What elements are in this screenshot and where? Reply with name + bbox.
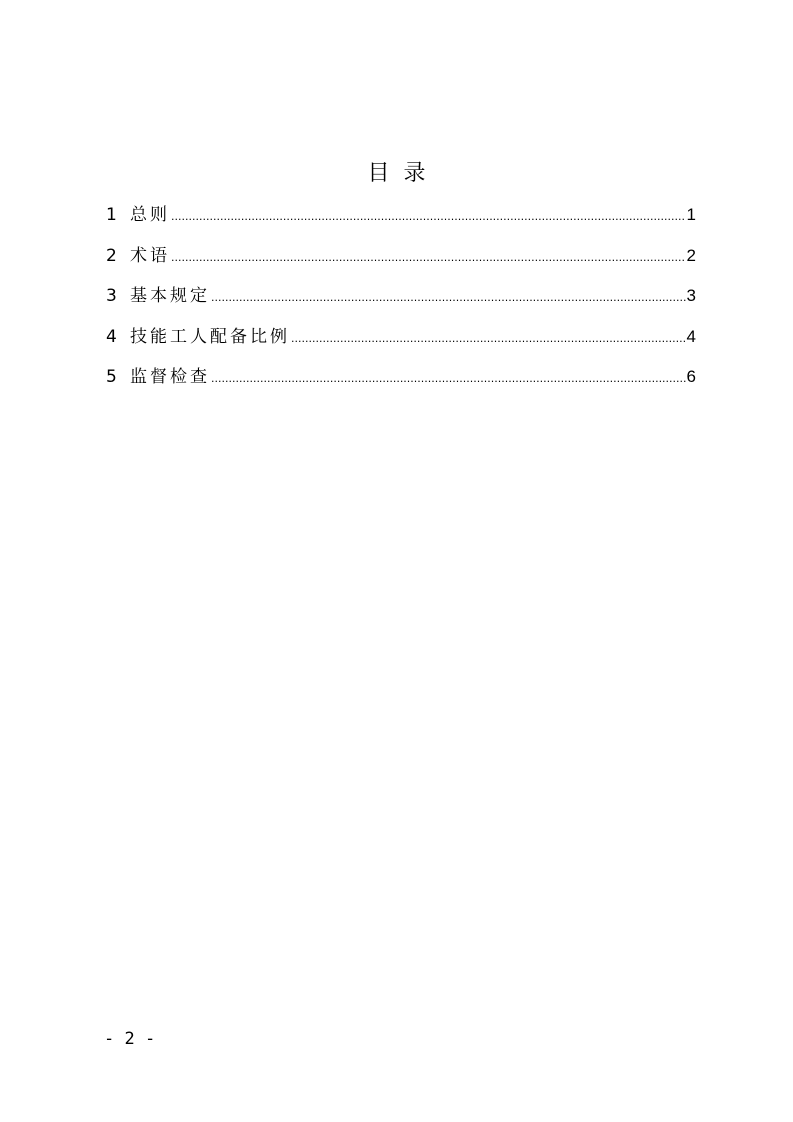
toc-entry-number: 3 [106, 286, 117, 306]
toc-entry-basic-rules[interactable] [106, 280, 696, 321]
toc-entry-general[interactable] [106, 199, 696, 240]
toc-entry-page: 3 [686, 286, 696, 305]
toc-entry-title: 监督检查 [130, 367, 210, 387]
toc-title: 目 录 [367, 161, 426, 186]
page-number-footer: - 2 - [104, 1029, 156, 1049]
toc-entry-title: 技能工人配备比例 [130, 326, 290, 347]
toc-entry-number: 4 [106, 326, 117, 347]
toc-entry-number: 1 [106, 205, 117, 225]
toc-dot-leader [291, 323, 686, 355]
toc-dot-leader [171, 242, 686, 274]
toc-entry-page: 6 [686, 367, 696, 386]
toc-entry-page: 2 [686, 245, 696, 265]
toc-entry-number: 2 [106, 245, 117, 266]
toc-dot-leader [211, 363, 686, 395]
toc-entry-title: 总则 [130, 205, 170, 225]
toc-entry-terms[interactable] [106, 240, 696, 281]
toc-dot-leader [211, 282, 686, 314]
toc-dot-leader [171, 201, 686, 233]
toc-entry-page: 4 [686, 326, 696, 346]
toc-entry-title: 术语 [130, 245, 170, 266]
toc-entry-worker-ratio[interactable] [106, 321, 696, 362]
toc-entry-page: 1 [686, 205, 696, 224]
toc-entry-title: 基本规定 [130, 286, 210, 306]
toc-list [106, 199, 696, 402]
toc-entry-number: 5 [106, 367, 117, 387]
toc-entry-supervision[interactable] [106, 361, 696, 402]
